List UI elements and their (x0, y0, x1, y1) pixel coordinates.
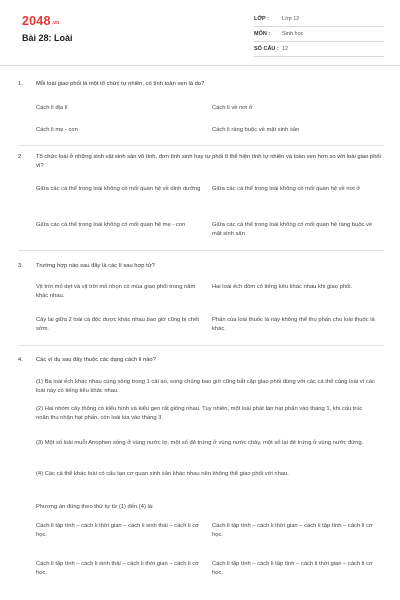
site-logo[interactable] (22, 14, 59, 28)
answer-option[interactable]: Phấn của loài thuốc lá này không thể thụ phấn cho loài thuốc lá khác. (212, 317, 375, 332)
question-divider (18, 345, 384, 346)
statement: (3) Một số loài muỗi Anophen sống ở vùng nước lợ, một số đẻ trứng ở vùng nước chảy, một số lại đẻ trứng ở vùng nước đứng. (36, 440, 364, 446)
answer-option[interactable]: Hai loài ếch đồm có tiếng kêu khác nhau khi giao phối. (212, 284, 353, 290)
answer-option[interactable]: Cách li về nơi ở (212, 105, 253, 111)
question-number: 1. (18, 81, 23, 87)
answer-option[interactable]: Cách li tập tính – cách li sinh thái – cách li thời gian – cách li cơ học. (36, 561, 199, 576)
answer-option[interactable]: Cây lai giữa 2 loài cà độc dược khác nhau bao giờ cũng bị chết sớm. (36, 317, 199, 332)
answer-option[interactable]: Cách li tập tính – cách li thời gian – cách li sinh thái – cách li cơ học. (36, 523, 199, 538)
question-number: 4. (18, 357, 23, 363)
page-header (0, 0, 400, 66)
answer-option[interactable]: Cách li ràng buộc về mặt sinh sản (212, 127, 300, 133)
question-number: 2. (18, 154, 23, 160)
meta-row-subject (254, 29, 384, 42)
question-divider (18, 145, 384, 146)
meta-info (254, 14, 384, 59)
meta-key: SỐ CÂU : (254, 46, 279, 52)
question-divider (18, 250, 384, 251)
meta-key: LỚP : (254, 16, 269, 22)
question-text: Mỗi loài giao phối là một tổ chức tự nhiên, có tính toàn vẹn là do? (36, 81, 205, 87)
answer-option[interactable]: Giữa các cá thể trong loài không có mối quan hệ ràng buộc về mặt sinh sản (212, 222, 373, 237)
statement: (2) Hai nhóm cây thông có kiểu hình và kiểu gen rất giống nhau. Tuy nhiên, một loài phát tán hạt phấn vào tháng 1, khi cấu trúc noãn thu nhận hạt phấn, còn loài kia vào tháng 3. (36, 406, 363, 421)
meta-key: MÔN : (254, 31, 271, 37)
answer-option[interactable]: Giữa các cá thể trong loài không có mối quan hệ mẹ - con (36, 222, 186, 228)
statement-prompt: Phương án đúng theo thứ tự từ (1) đến (4) là: (36, 504, 154, 510)
answer-option[interactable]: Giữa các cá thể trong loài không có mối quan hệ về dinh dưỡng (36, 186, 201, 192)
question-number: 3. (18, 263, 23, 269)
answer-option[interactable]: Cách li tập tính – cách li tập tính – cách li thời gian – cách li cơ học. (212, 561, 373, 576)
logo-suffix: .vn (51, 20, 60, 26)
meta-row-question-count (254, 44, 384, 57)
statement: (1) Ba loài ếch khác nhau cùng sống trong 1 cái ao, song chúng bao giờ cũng bắt cặp giao phối đúng với các cá thể cùng loài vì các loài này có tiếng kêu khác nhau. (36, 379, 375, 394)
logo-main: 2048 (22, 14, 51, 28)
question-text: Tổ chức loài ở những sinh vật sinh sản vô tính, đơn tính sinh hay tự phối ít thể hiện tính tự nhiên và toàn vẹn hơn so với loài giao phối vì? (36, 154, 381, 169)
meta-value: Lớp 12 (282, 16, 300, 22)
question-text: Các ví dụ sau đây thuộc các dạng cách li nào? (36, 357, 156, 363)
answer-option[interactable]: Cách li tập tính – cách li thời gian – cách li tập tính – cách li cơ học. (212, 523, 373, 538)
answer-option[interactable]: Giữa các cá thể trong loài không có mối quan hệ về nơi ở (212, 186, 361, 192)
statement: (4) Các cá thể khác loài có cấu tạo cơ quan sinh sản khác nhau nên không thể giao phối với nhau. (36, 471, 289, 477)
meta-value: 12 (282, 46, 289, 52)
answer-option[interactable]: Cách li địa lí (36, 105, 68, 111)
lesson-title: Bài 28: Loài (22, 33, 73, 43)
meta-row-class (254, 14, 384, 27)
answer-option[interactable]: Cách li mẹ - con (36, 127, 78, 133)
answer-option[interactable]: Vịt trời mỏ dẹt và vịt trời mỏ nhọn có mùa giao phối trong năm khác nhau. (36, 284, 196, 299)
meta-value: Sinh học (282, 31, 304, 37)
question-text: Trường hợp nào sau đây là các lí sau hợp tử? (36, 263, 155, 269)
